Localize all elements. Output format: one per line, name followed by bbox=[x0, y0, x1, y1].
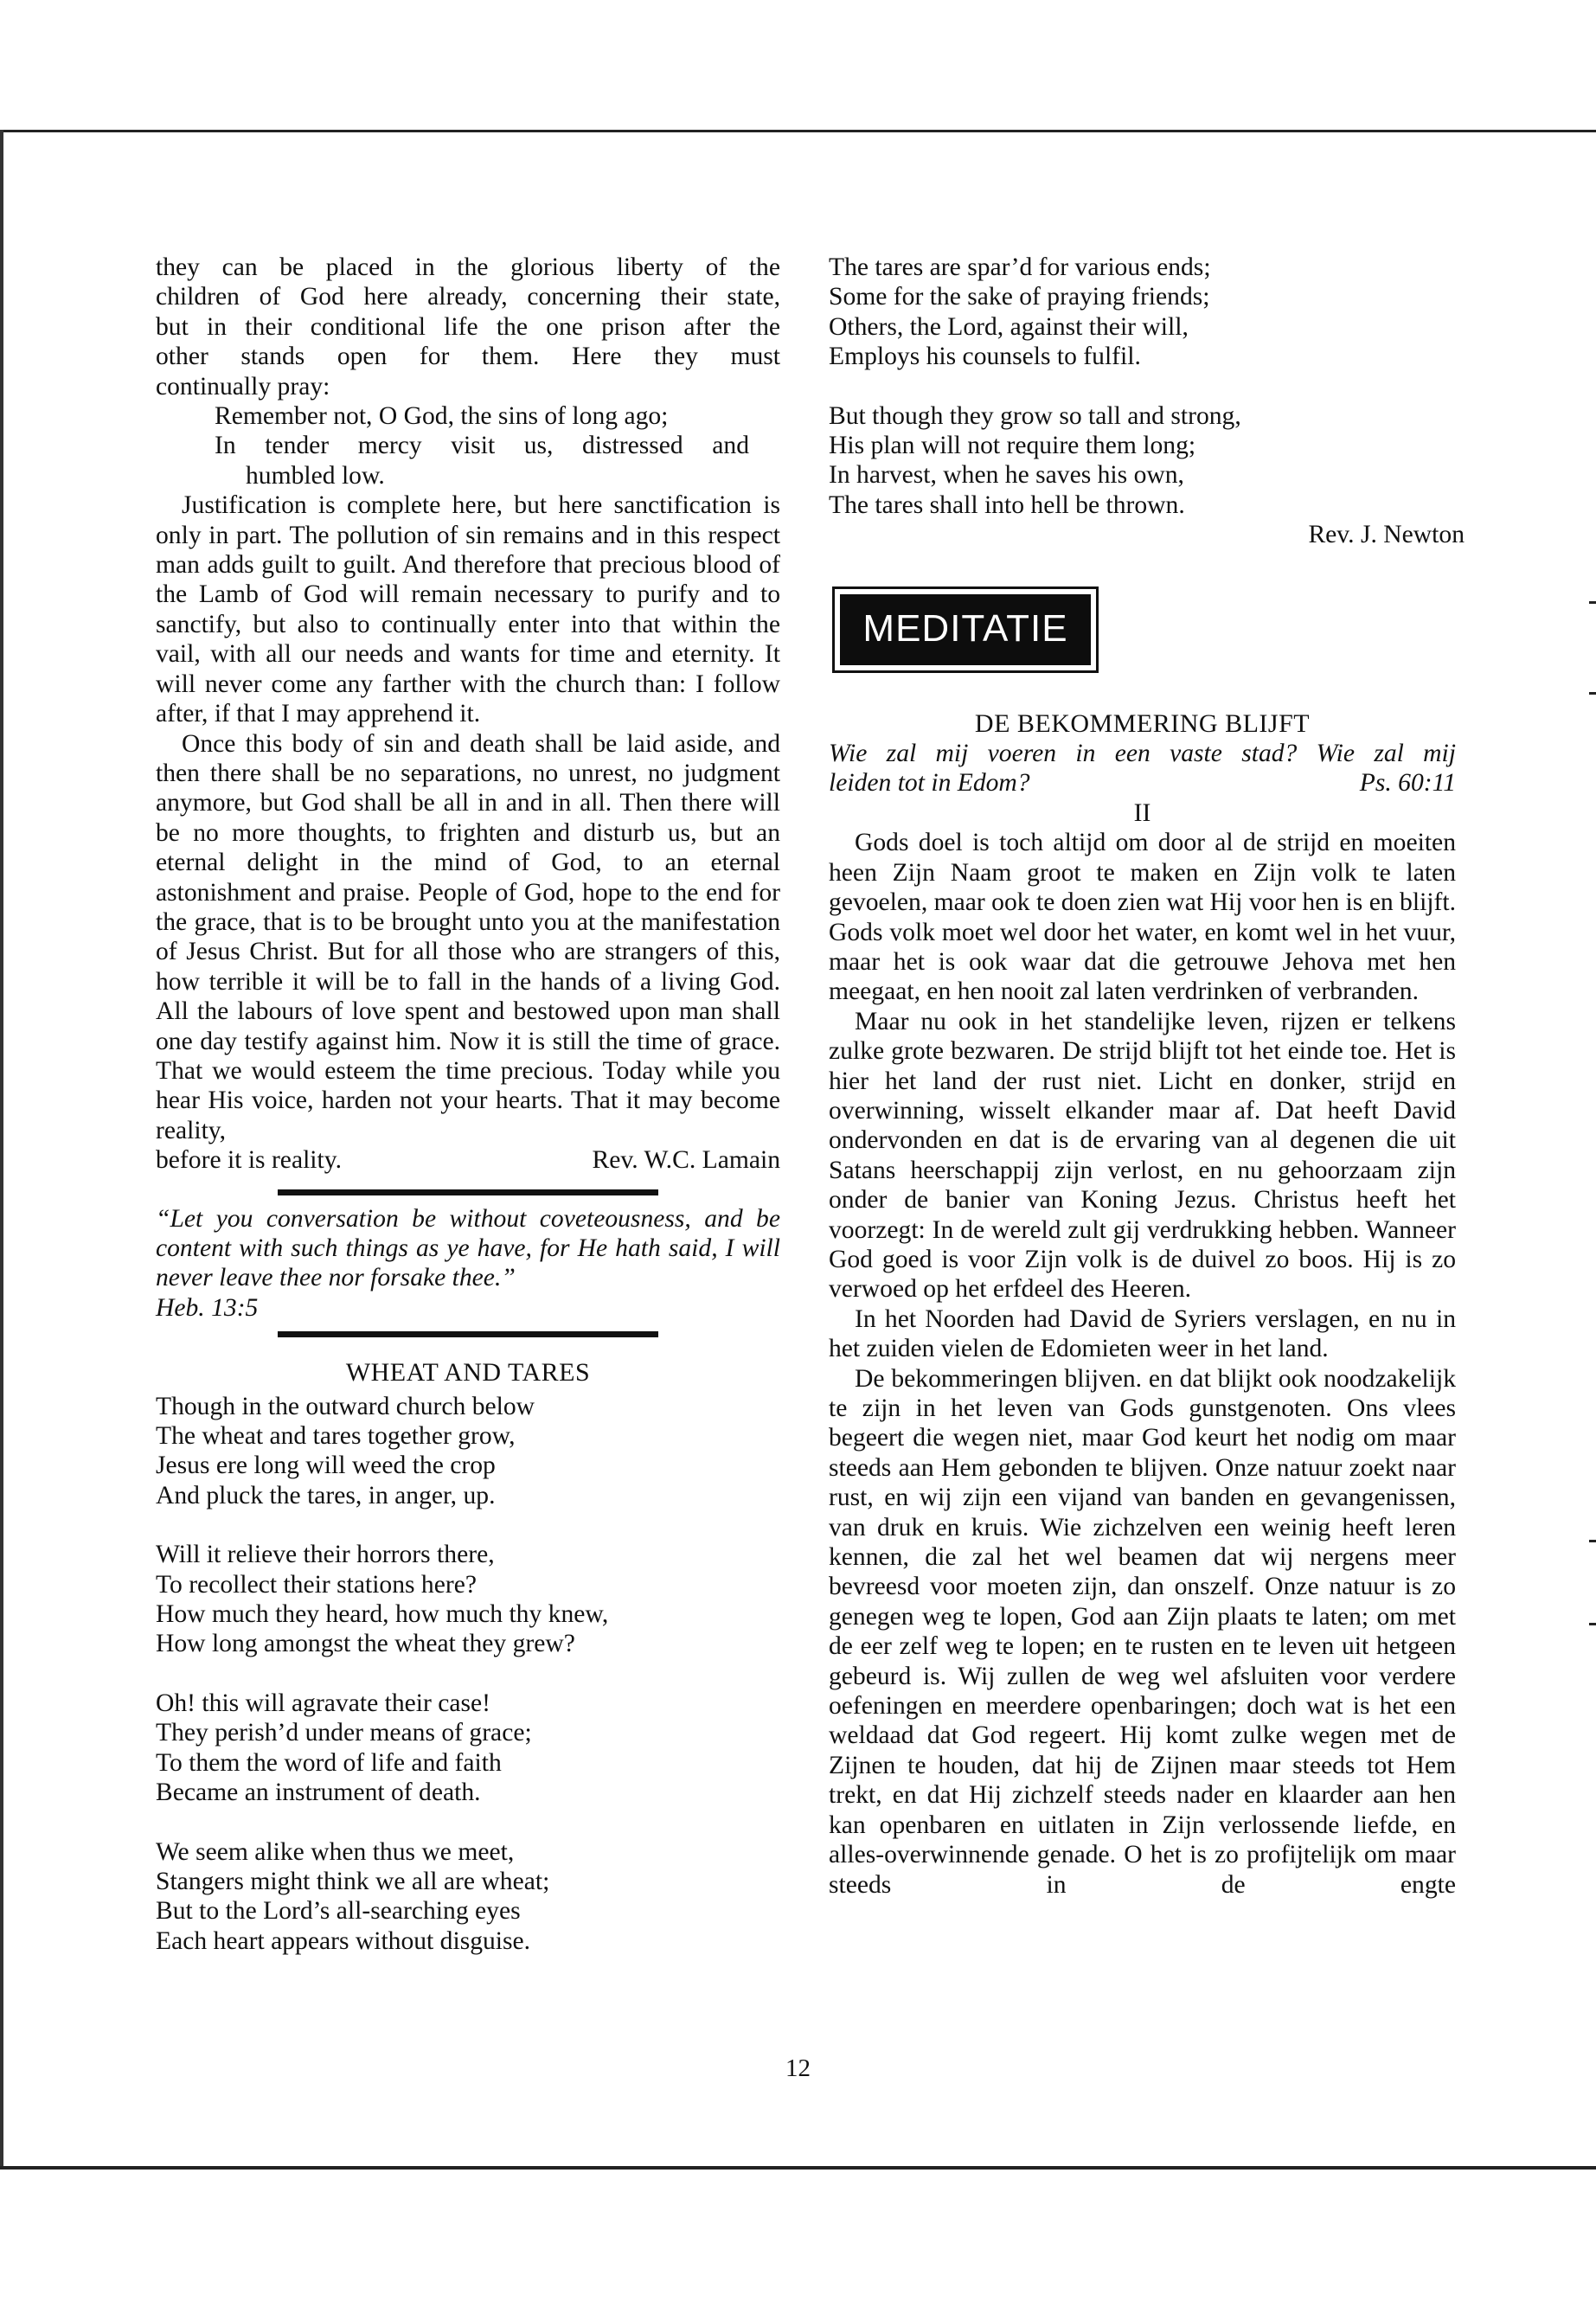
left-column bbox=[156, 253, 780, 1956]
poem-line: The tares shall into hell be thrown. bbox=[829, 490, 1185, 519]
meditation-subtitle: Wie zal mij voeren in een vaste stad? Wie zal mij bbox=[829, 740, 1456, 768]
poem-line: And pluck the tares, in anger, up. bbox=[156, 1481, 496, 1509]
meditation-paragraph: De bekommeringen blijven. en dat blijkt ook noodzakelijk te zijn in het leven van Gods gunstgenoten. Ons vlees begeert die wegen niet, maar God keurt het nodig om maar steeds aan Hem gebonden te blijven. Onze natuur zoekt naar rust, en wij zijn een vijand van banden en gevangenissen, van druk en kruis. Wie zichzelven een weinig heeft leren kennen, die zal het wel beamen dat wij nergens meer bevreesd voor moeten zijn, dan onszelf. Onze natuur is zo genegen weg te lopen, God aan Zijn plaats te laten; om met de eer zelf weg te lopen; en te rusten en te leven uit hetgeen gebeurd is. Wij zullen de weg wel afsluiten voor verdere oefeningen en meerdere openbaringen; doch wat is het een weldaad dat God regeert. Hij komt zulke wegen met de Zijnen te houden, dat hij de Zijnen maar steeds tot Hem trekt, en dat Hij zichzelf steeds nader en klaarder aan hen kan openbaren en uitlaten in Zijn verlossende liefde, en alles-overwinnende genade. O het is zo profijtelijk om maar steeds in de engte bbox=[829, 1364, 1456, 1899]
poem-stanza bbox=[829, 253, 1456, 372]
margin-tick bbox=[1589, 692, 1596, 695]
poem-line: Some for the sake of praying friends; bbox=[829, 283, 1210, 311]
intro-line: children of God here already, concerning their state, bbox=[156, 283, 780, 311]
author-signature: Rev. W.C. Lamain bbox=[592, 1146, 780, 1175]
poem-line: Became an instrument of death. bbox=[156, 1779, 481, 1807]
poem-stanza bbox=[156, 1837, 780, 1957]
poem-stanza bbox=[156, 1392, 780, 1511]
poem-line: Each heart appears without disguise. bbox=[156, 1926, 531, 1955]
margin-tick bbox=[1589, 1623, 1596, 1625]
meditation-subtitle: leiden tot in Edom? bbox=[829, 769, 1030, 798]
closing-line: before it is reality. bbox=[156, 1146, 343, 1175]
divider-rule bbox=[278, 1189, 658, 1195]
poem-stanza bbox=[829, 401, 1456, 521]
poem-line: The wheat and tares together grow, bbox=[156, 1422, 516, 1451]
hymn-verse-line bbox=[156, 431, 780, 460]
divider-rule bbox=[278, 1331, 658, 1337]
poem-line: We seem alike when thus we meet, bbox=[156, 1837, 515, 1866]
scan-top-border bbox=[0, 130, 1596, 132]
meditation-paragraph: In het Noorden had David de Syriers verslagen, en nu in het zuiden vielen de Edomieten weer in het land. bbox=[829, 1304, 1456, 1363]
page-number: 12 bbox=[785, 2054, 811, 2082]
scripture-quote bbox=[156, 1204, 780, 1324]
quote-text: “Let you conversation be without coveteousness, and be content with such things as ye have, for He hath said, I will never leave thee nor forsake thee.” bbox=[156, 1204, 780, 1292]
poem-line: They perish’d under means of grace; bbox=[156, 1719, 532, 1747]
meditation-paragraph: Gods doel is toch altijd om door al de strijd en moeiten heen Zijn Naam groot te maken en Zijn volk te laten gevoelen, maar ook te doen zien wat Hij voor hen is en blijft. Gods volk moet wel door het water, en komt wel in het vuur, maar het is ook waar dat die getrouwe Jehova met hen meegaat, en hen nooit zal laten verdrinken of verbranden. bbox=[829, 829, 1456, 1006]
poem-line: Will it relieve their horrors there, bbox=[156, 1541, 495, 1569]
poem-line: But though they grow so tall and strong, bbox=[829, 401, 1241, 430]
meditation-title: DE BEKOMMERING BLIJFT bbox=[974, 708, 1311, 738]
poem-stanza bbox=[156, 1540, 780, 1659]
paragraph-once: Once this body of sin and death shall be laid aside, and then there shall be no separations, no unrest, no judgment anymore, but God shall be all in and in all. Then there will be no more thoughts, to frighten and disturb us, but an eternal delight in the mind of God, to an eternal astonishment and praise. People of God, hope to the end for the grace, that is to be brought unto you at the manifestation of Jesus Christ. But for all those who are strangers of this, how terrible it will be to fall in the hands of a living God. All the labours of love spent and bestowed upon man shall one day testify against him. Now it is still the time of grace. That we would esteem the time precious. Today while you hear His voice, harden not your hearts. That it may become reality, bbox=[156, 729, 780, 1144]
poem-author: Rev. J. Newton bbox=[1308, 521, 1465, 549]
poem-line: Oh! this will agravate their case! bbox=[156, 1689, 491, 1717]
margin-tick bbox=[1589, 1540, 1596, 1542]
scripture-reference: Ps. 60:11 bbox=[1359, 769, 1456, 798]
paragraph-justification: Justification is complete here, but here sanctification is only in part. The pollution of sin remains and in this respect man adds guilt to guilt. And therefore that precious blood of the Lamb of God will remain necessary to purify and to sanctify, but also to continually enter into that within the vail, with all our needs and wants for time and eternity. It will never come any farther with the church than: I follow after, if that I may apprehend it. bbox=[156, 491, 780, 728]
poem-line: How much they heard, how much thy knew, bbox=[156, 1600, 609, 1629]
meditation-paragraph: Maar nu ook in het standelijke leven, rijzen er telkens zulke grote bezwaren. De strijd blijft tot het einde toe. Het is hier het land der rust niet. Licht en donker, strijd en overwinning, wisselt elkander maar af. Dat heeft David ondervonden en dat is de ervaring van al degenen die uit Satans heerschappij zijn verlost, en nu gehoorzaam zijn onder de banier van Koning Jezus. Christus heeft het voorzegt: In de wereld zult gij verdrukking hebben. Wanneer God goed is voor Zijn volk is de duivel zo boos. Hij is zo verwoed op het erfdeel des Heeren. bbox=[829, 1007, 1456, 1304]
poem-line: Employs his counsels to fulfil. bbox=[829, 343, 1141, 371]
margin-tick bbox=[1589, 601, 1596, 604]
poem-line: The tares are spar’d for various ends; bbox=[829, 253, 1211, 281]
intro-line: but in their conditional life the one prison after the bbox=[156, 312, 780, 341]
hymn-verse-part: In tender mercy visit us, distressed and bbox=[215, 432, 749, 460]
meditation-subtitle-row bbox=[829, 768, 1456, 798]
section-numeral: II bbox=[1133, 798, 1151, 827]
poem-title: WHEAT AND TARES bbox=[345, 1358, 591, 1388]
poem-stanza bbox=[156, 1689, 780, 1808]
scan-left-edge bbox=[0, 130, 3, 2166]
poem-line: Others, the Lord, against their will, bbox=[829, 312, 1189, 341]
intro-line: other stands open for them. Here they must bbox=[156, 343, 780, 371]
intro-line: they can be placed in the glorious liberty of the bbox=[156, 253, 780, 281]
signature-row bbox=[156, 1145, 780, 1175]
poem-line: How long amongst the wheat they grew? bbox=[156, 1630, 575, 1658]
right-column bbox=[829, 253, 1465, 1900]
intro-line-last: continually pray: bbox=[156, 372, 330, 401]
poem-line: But to the Lord’s all-searching eyes bbox=[156, 1897, 521, 1926]
quote-reference: Heb. 13:5 bbox=[156, 1293, 259, 1322]
poem-line: Stangers might think we all are wheat; bbox=[156, 1867, 550, 1895]
poem-line: To them the word of life and faith bbox=[156, 1748, 502, 1777]
section-badge bbox=[832, 586, 1099, 673]
scan-bottom-border bbox=[0, 2166, 1596, 2170]
section-badge-label: MEDITATIE bbox=[840, 594, 1091, 665]
hymn-verse-line: humbled low. bbox=[246, 461, 385, 490]
poem-line: To recollect their stations here? bbox=[156, 1570, 477, 1599]
hymn-verse-line: Remember not, O God, the sins of long ago; bbox=[215, 402, 669, 431]
poem-line: Though in the outward church below bbox=[156, 1392, 535, 1420]
poem-line: His plan will not require them long; bbox=[829, 432, 1196, 460]
poem-line: In harvest, when he saves his own, bbox=[829, 461, 1184, 490]
poem-line: Jesus ere long will weed the crop bbox=[156, 1452, 496, 1480]
